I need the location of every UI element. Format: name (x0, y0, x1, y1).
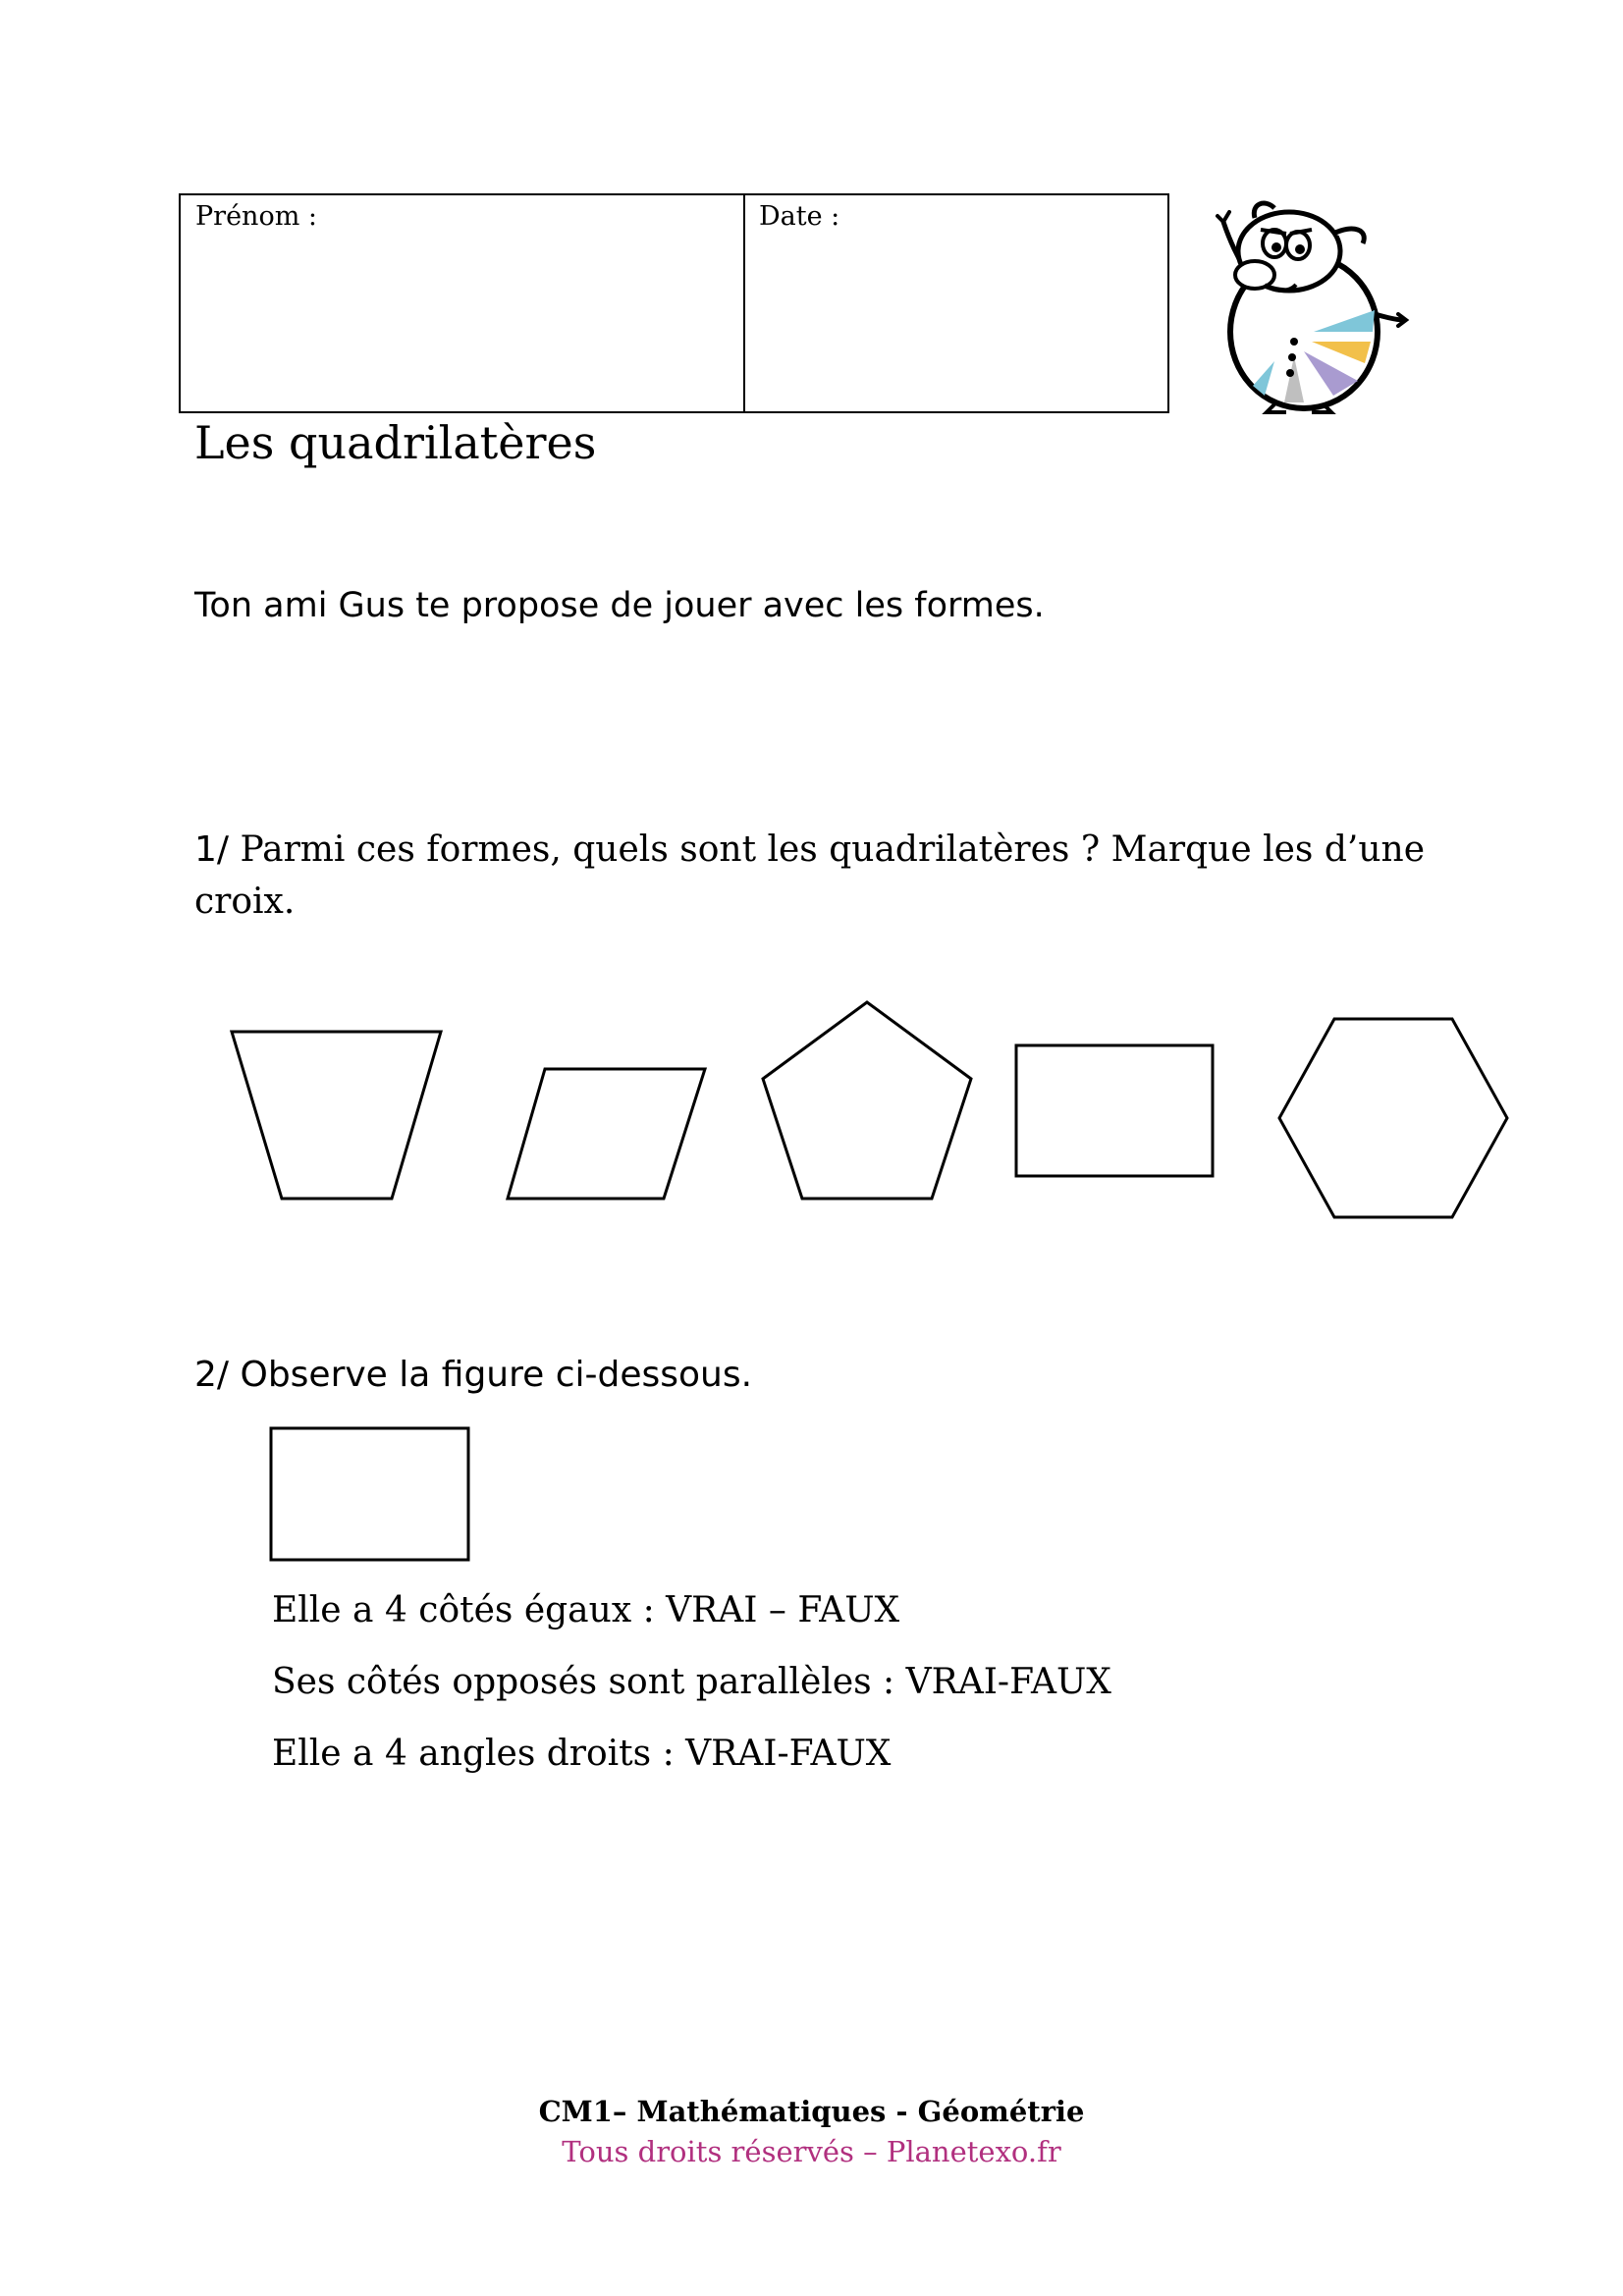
hexagon-icon (1279, 1019, 1507, 1217)
question-1-text: Parmi ces formes, quels sont les quadrilatères ? Marque les d’une croix. (194, 829, 1426, 922)
pentagon-icon (763, 1002, 971, 1199)
footer-subject: CM1– Mathématiques - Géométrie (538, 2095, 1085, 2128)
statement-3: Elle a 4 angles droits : VRAI-FAUX (272, 1734, 892, 1774)
intro-text: Ton ami Gus te propose de jouer avec les formes. (194, 586, 1045, 625)
question-1-number: 1/ (194, 829, 230, 870)
rectangle-icon (1016, 1045, 1213, 1176)
first-name-label: Prénom : (195, 201, 317, 232)
footer-rights: Tous droits réservés – Planetexo.fr (562, 2135, 1061, 2168)
question-2-rectangle-figure (271, 1428, 468, 1560)
question-2-text: 2/ Observe la figure ci-dessous. (194, 1355, 753, 1395)
statement-2: Ses côtés opposés sont parallèles : VRAI-FAUX (272, 1662, 1111, 1702)
parallelogram-icon (508, 1069, 705, 1199)
date-label: Date : (759, 201, 840, 232)
trapezoid-icon (232, 1032, 441, 1199)
statement-1: Elle a 4 côtés égaux : VRAI – FAUX (272, 1590, 900, 1630)
worksheet-title: Les quadrilatères (194, 416, 597, 469)
